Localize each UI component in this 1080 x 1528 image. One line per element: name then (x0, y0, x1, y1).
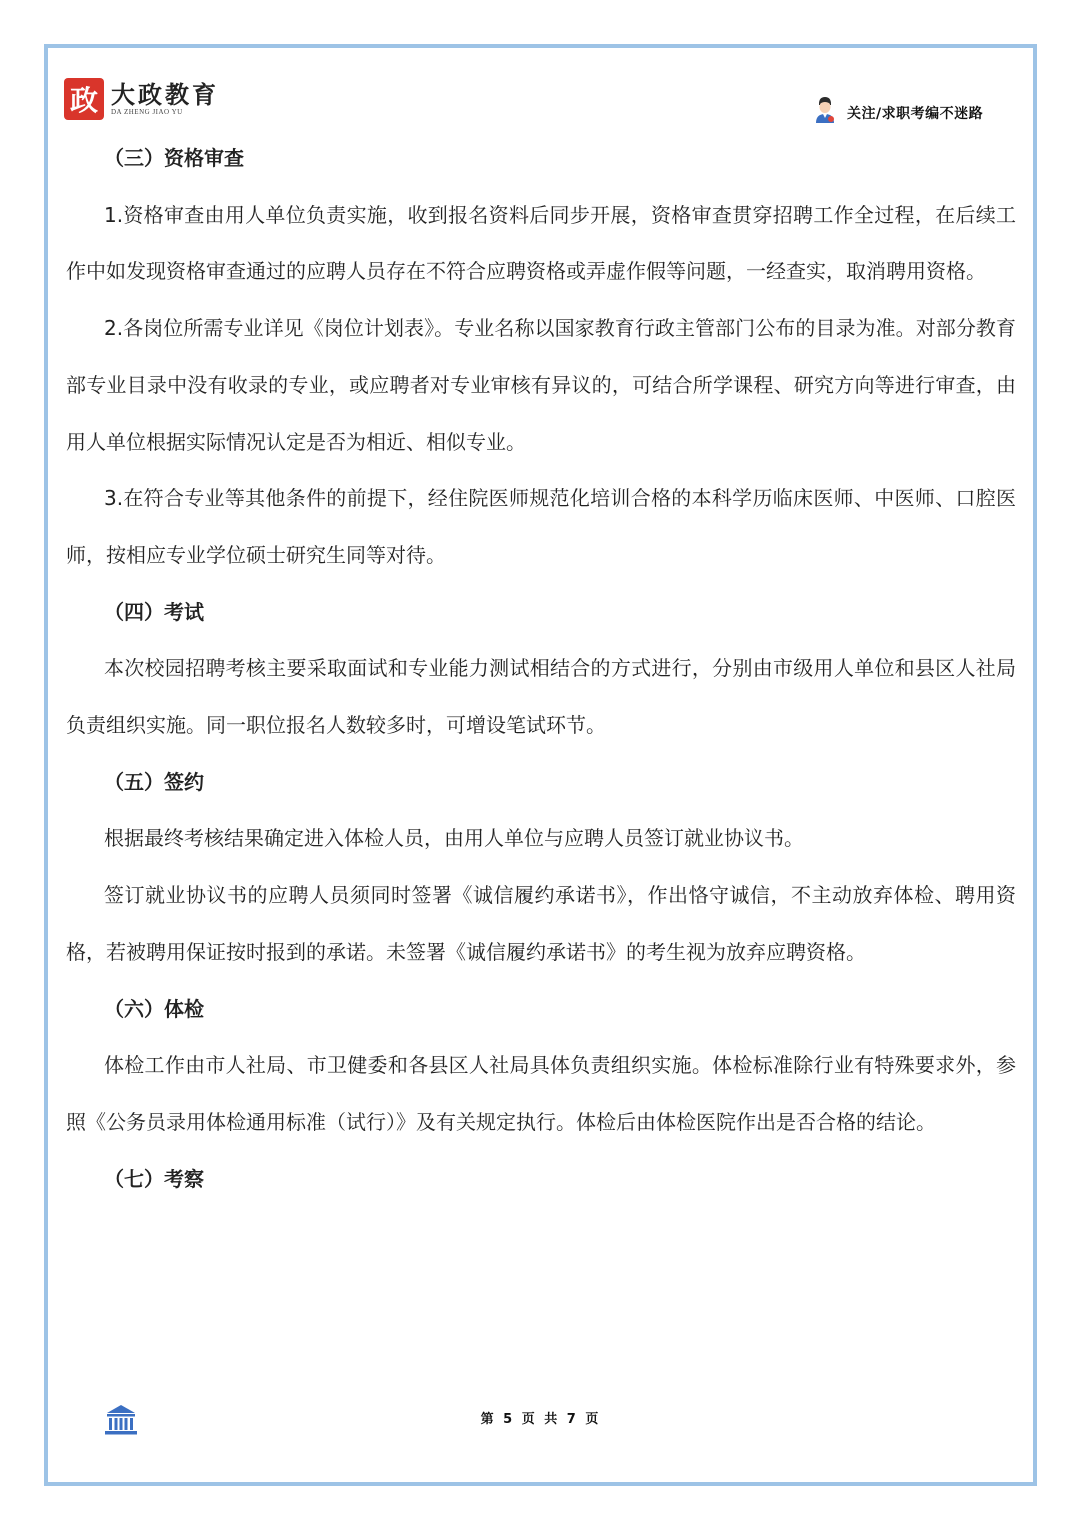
logo-title: 大政教育 (111, 79, 219, 109)
person-avatar-icon (814, 95, 836, 123)
logo-mark: 政 (64, 78, 104, 120)
logo-subtitle: DA ZHENG JIAO YU (111, 107, 183, 116)
page-number: 第 5 页 共 7 页 (480, 1412, 600, 1427)
logo-text (111, 79, 219, 117)
building-icon (104, 1404, 138, 1436)
paragraph: 体检工作由市人社局、市卫健委和各县区人社局具体负责组织实施。体检标准除行业有特殊要求外，参照《公务员录用体检通用标准（试行）》及有关规定执行。体检后由体检医院作出是否合格的结论。 (66, 1053, 1016, 1134)
section-heading-medical-exam: （六）体检 (104, 996, 204, 1021)
section-heading-inspection: （七）考察 (104, 1166, 204, 1191)
paragraph: 3.在符合专业等其他条件的前提下，经住院医师规范化培训合格的本科学历临床医师、中医师、口腔医师，按相应专业学位硕士研究生同等对待。 (66, 486, 1016, 567)
brand-logo (64, 77, 219, 121)
section-heading-exam: （四）考试 (104, 599, 204, 624)
paragraph: 2.各岗位所需专业详见《岗位计划表》。专业名称以国家教育行政主管部门公布的目录为准。对部分教育部专业目录中没有收录的专业，或应聘者对专业审核有异议的，可结合所学课程、研究方向等进行审查，由用人单位根据实际情况认定是否为相近、相似专业。 (66, 316, 1016, 454)
header-tagline (814, 93, 983, 123)
document-body (66, 130, 1016, 1207)
section-heading-qualification-review: （三）资格审查 (104, 146, 244, 170)
tagline-text: 关注/求职考编不迷路 (847, 106, 984, 122)
paragraph: 1.资格审查由用人单位负责实施，收到报名资料后同步开展，资格审查贯穿招聘工作全过程，在后续工作中如发现资格审查通过的应聘人员存在不符合应聘资格或弄虚作假等问题，一经查实，取消聘用资格。 (66, 202, 1016, 284)
section-heading-signing: （五）签约 (104, 769, 204, 794)
paragraph: 根据最终考核结果确定进入体检人员，由用人单位与应聘人员签订就业协议书。 (104, 826, 804, 851)
paragraph: 本次校园招聘考核主要采取面试和专业能力测试相结合的方式进行，分别由市级用人单位和县区人社局负责组织实施。同一职位报名人数较多时，可增设笔试环节。 (66, 656, 1016, 737)
paragraph: 签订就业协议书的应聘人员须同时签署《诚信履约承诺书》，作出恪守诚信，不主动放弃体检、聘用资格，若被聘用保证按时报到的承诺。未签署《诚信履约承诺书》的考生视为放弃应聘资格。 (66, 883, 1016, 964)
